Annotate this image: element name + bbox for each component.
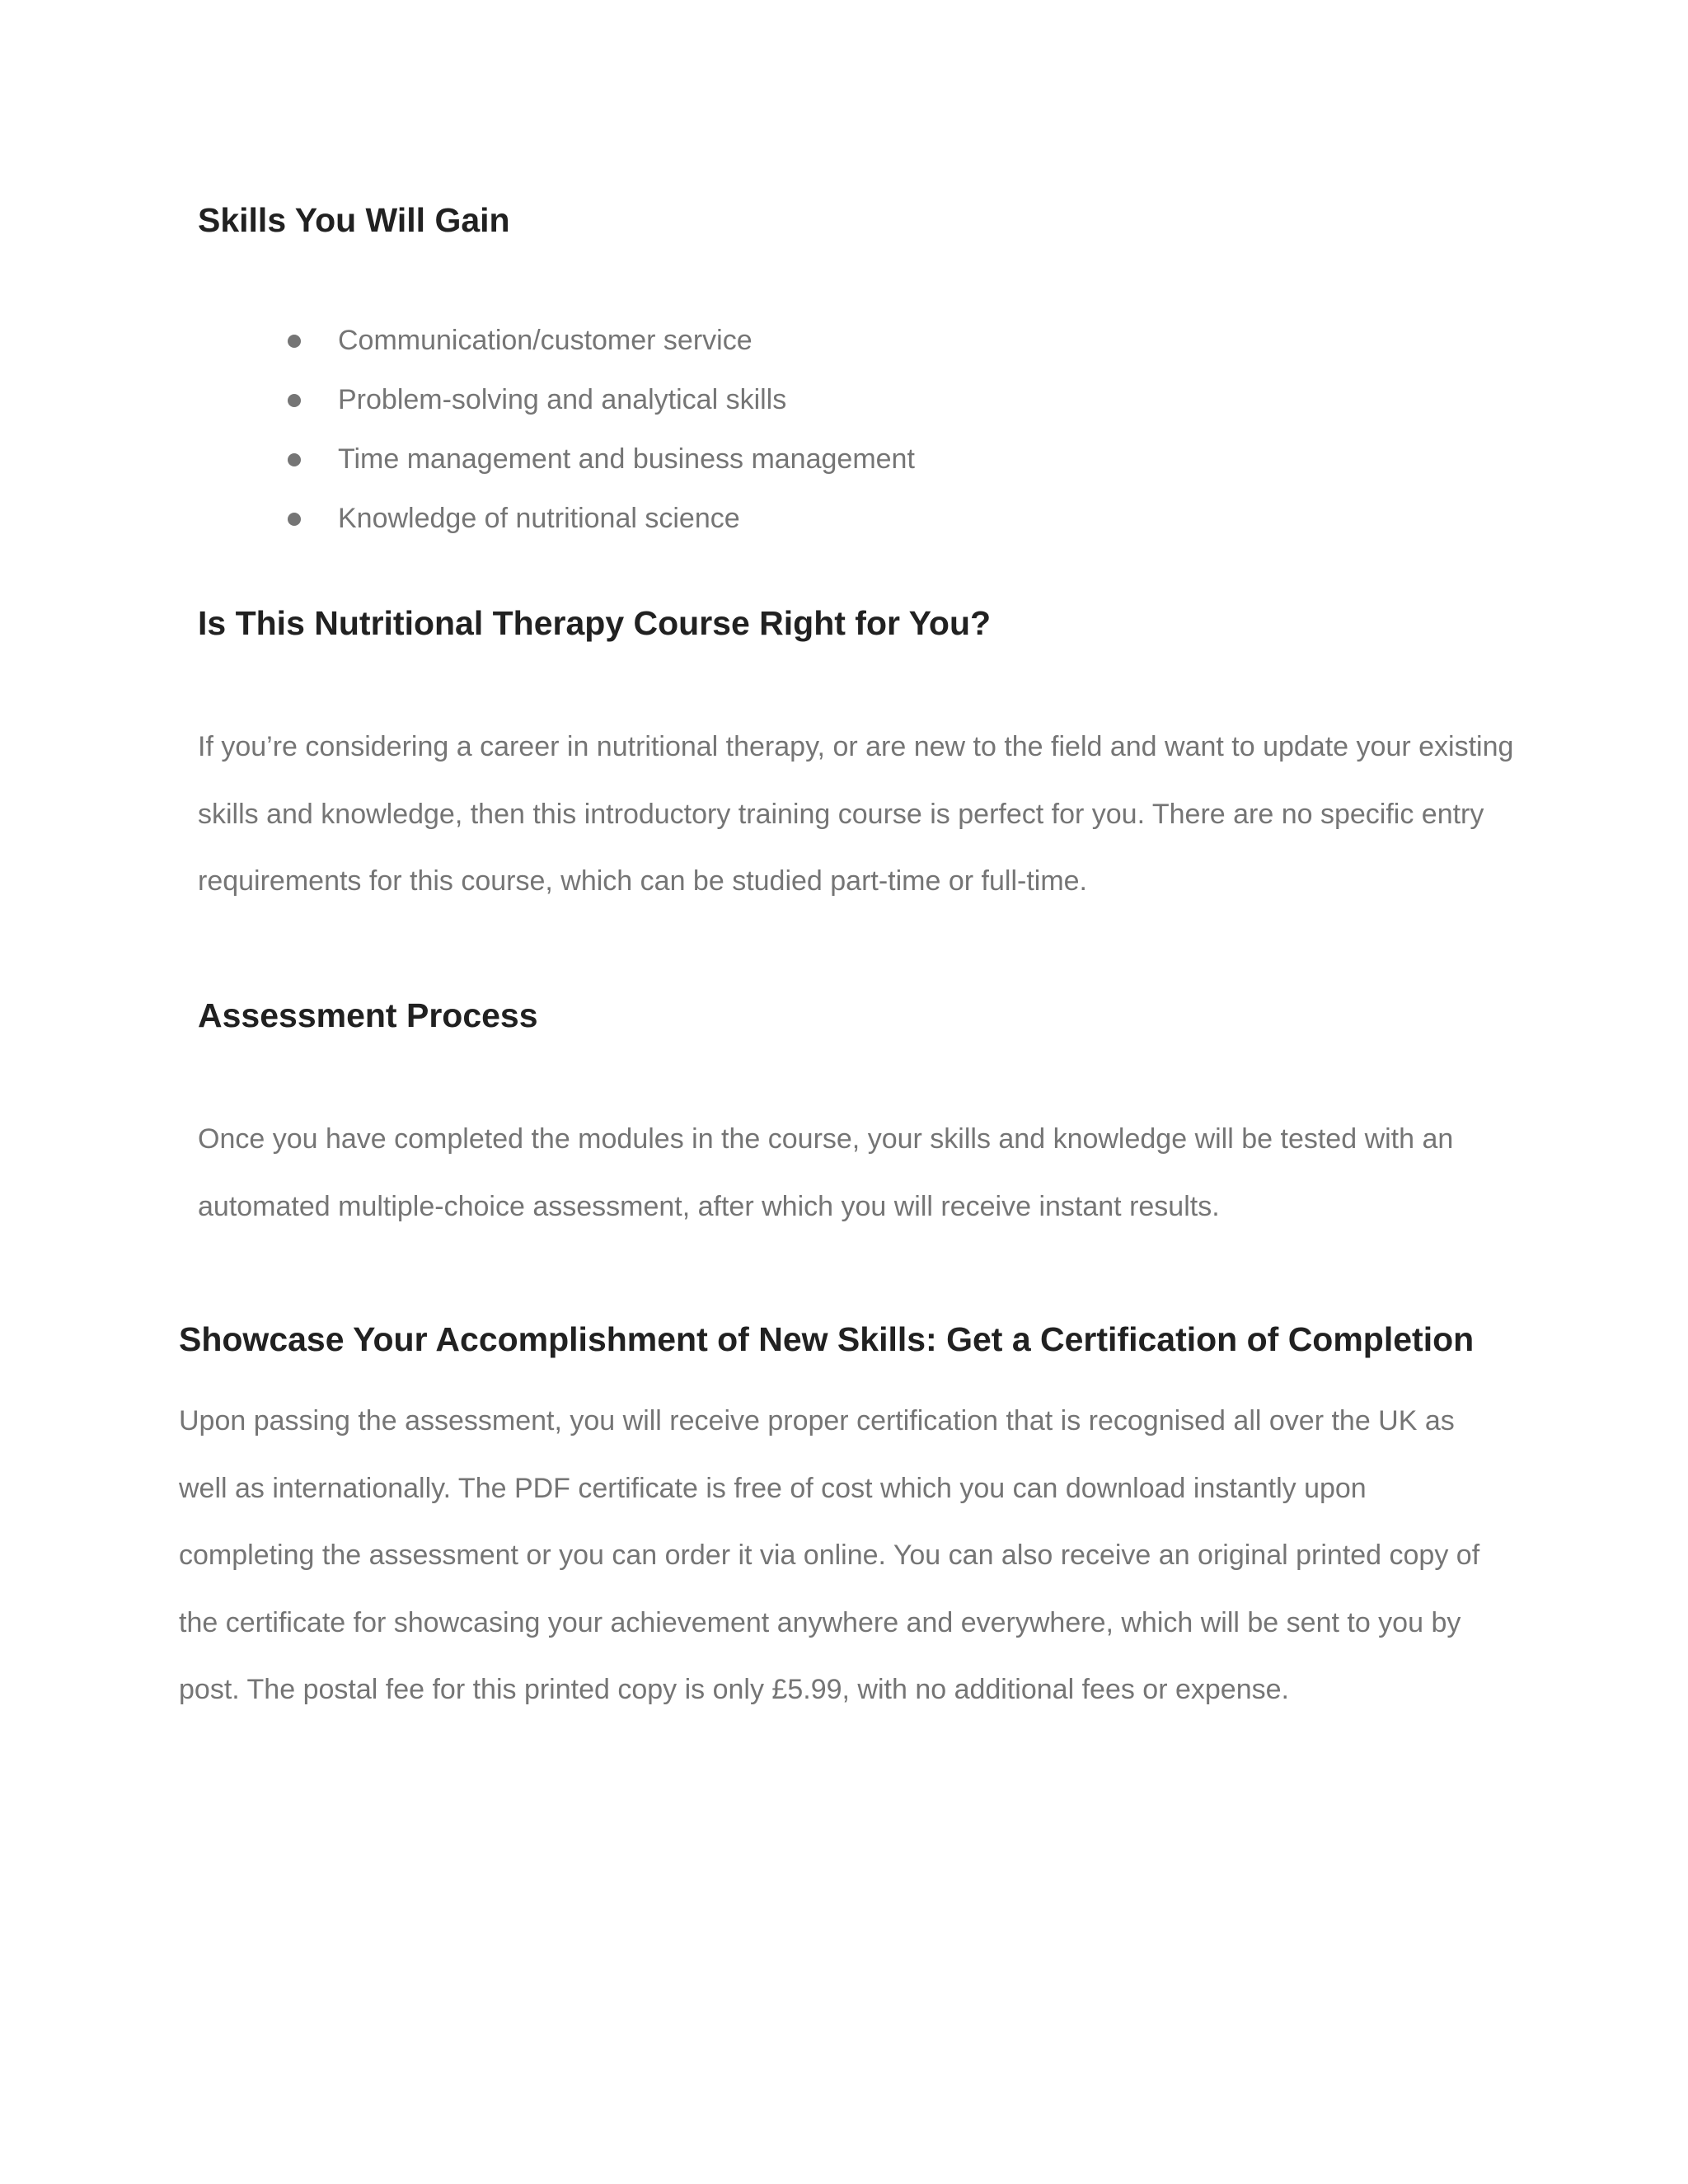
- skills-heading: Skills You Will Gain: [198, 201, 510, 239]
- right-for-you-paragraph: If you’re considering a career in nutritional therapy, or are new to the field and want to update your existing skills and knowledge, then this introductory training course is perfect for you. There are no specific entry requirements for this course, which can be studied part-time or full-time.: [198, 731, 1514, 897]
- list-item-text: Problem-solving and analytical skills: [338, 384, 787, 415]
- list-item: [287, 318, 915, 377]
- bullet-icon: [288, 335, 301, 348]
- certification-paragraph: Upon passing the assessment, you will receive proper certification that is recognised all over the UK as well as internationally. The PDF certificate is free of cost which you can download instantly upon completing the assessment or you can order it via online. You can also receive an original printed copy of the certificate for showcasing your achievement anywhere and everywhere, which will be sent to you by post. The postal fee for this printed copy is only £5.99, with no additional fees or expense.: [179, 1405, 1480, 1705]
- bullet-icon: [288, 453, 301, 466]
- list-item-text: Knowledge of nutritional science: [338, 503, 740, 534]
- bullet-icon: [288, 394, 301, 407]
- bullet-icon: [288, 513, 301, 526]
- list-item-text: Time management and business management: [338, 443, 915, 475]
- list-item: [287, 496, 915, 555]
- list-item-text: Communication/customer service: [338, 325, 753, 356]
- assessment-paragraph: Once you have completed the modules in the course, your skills and knowledge will be tested with an automated multiple-choice assessment, after which you will receive instant results.: [198, 1123, 1454, 1222]
- right-for-you-heading: Is This Nutritional Therapy Course Right for You?: [198, 604, 992, 642]
- certification-heading: Showcase Your Accomplishment of New Skills: Get a Certification of Completion: [179, 1320, 1475, 1358]
- skills-list: [287, 318, 915, 555]
- list-item: [287, 377, 915, 437]
- assessment-heading: Assessment Process: [198, 996, 538, 1034]
- list-item: [287, 437, 915, 496]
